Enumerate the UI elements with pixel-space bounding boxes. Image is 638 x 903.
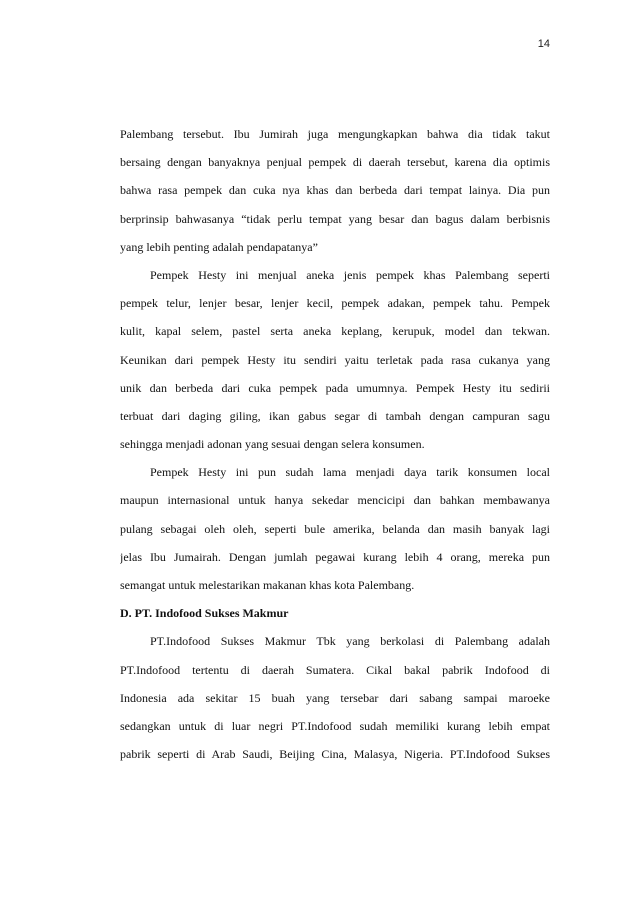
paragraph-2 [120, 261, 550, 458]
page-number: 14 [537, 38, 550, 50]
text-line: Keunikan dari pempek Hesty itu sendiri yaitu terletak pada rasa cukanya yang [120, 352, 550, 367]
text-line: Pempek Hesty ini menjual aneka jenis pempek khas Palembang seperti [150, 267, 550, 282]
section-heading: D. PT. Indofood Sukses Makmur [120, 606, 289, 621]
body-text [120, 120, 550, 768]
text-line: sedangkan untuk di luar negri PT.Indofood sudah memiliki kurang lebih empat [120, 718, 550, 733]
text-line: pabrik seperti di Arab Saudi, Beijing Cina, Malasya, Nigeria. PT.Indofood Sukses [120, 747, 550, 762]
text-line: yang lebih penting adalah pendapatanya” [120, 239, 318, 254]
text-line: pulang sebagai oleh oleh, seperti bule amerika, belanda dan masih banyak lagi [120, 521, 550, 536]
text-line: Palembang tersebut. Ibu Jumirah juga mengungkapkan bahwa dia tidak takut [120, 127, 550, 141]
text-line: PT.Indofood Sukses Makmur Tbk yang berkolasi di Palembang adalah [150, 634, 550, 649]
section-paragraph [120, 627, 550, 768]
text-line: bahwa rasa pempek dan cuka nya khas dan berbeda dari tempat lainya. Dia pun [120, 183, 550, 198]
text-line: Pempek Hesty ini pun sudah lama menjadi daya tarik konsumen local [150, 465, 550, 480]
text-line: maupun internasional untuk hanya sekedar mencicipi dan bahkan membawanya [120, 493, 550, 508]
text-line: PT.Indofood tertentu di daerah Sumatera. Cikal bakal pabrik Indofood di [120, 662, 550, 677]
text-line: terbuat dari daging giling, ikan gabus segar di tambah dengan campuran sagu [120, 408, 550, 423]
text-line: semangat untuk melestarikan makanan khas kota Palembang. [120, 578, 415, 592]
text-line: bersaing dengan banyaknya penjual pempek di daerah tersebut, karena dia optimis [120, 155, 550, 170]
text-line: berprinsip bahwasanya “tidak perlu tempat yang besar dan bagus dalam berbisnis [120, 211, 550, 226]
text-line: Indonesia ada sekitar 15 buah yang tersebar dari sabang sampai maroeke [120, 690, 550, 705]
paragraph-3 [120, 458, 550, 599]
text-line: kulit, kapal selem, pastel serta aneka keplang, kerupuk, model dan tekwan. [120, 324, 550, 339]
text-line: sehingga menjadi adonan yang sesuai dengan selera konsumen. [120, 437, 425, 452]
paragraph-1 [120, 120, 550, 261]
text-line: unik dan berbeda dari cuka pempek pada umumnya. Pempek Hesty itu sedirii [120, 380, 550, 395]
text-line: pempek telur, lenjer besar, lenjer kecil, pempek adakan, pempek tahu. Pempek [120, 296, 550, 311]
text-line: jelas Ibu Jumairah. Dengan jumlah pegawai kurang lebih 4 orang, mereka pun [120, 549, 550, 564]
